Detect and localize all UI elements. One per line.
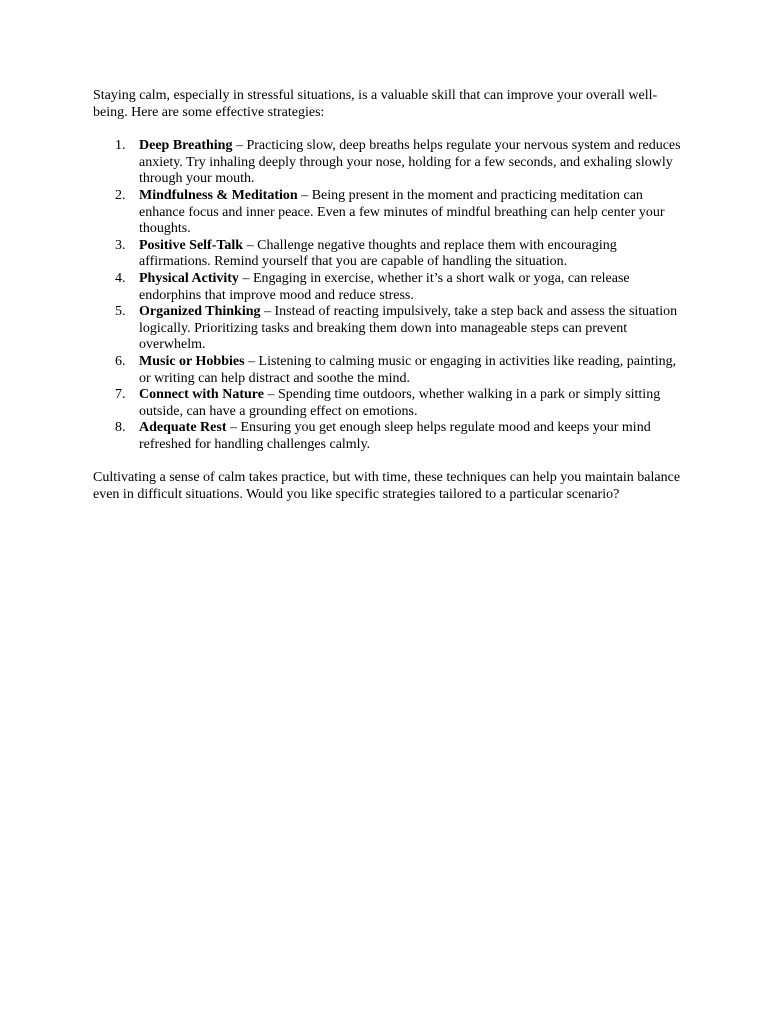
item-title: Organized Thinking [139,304,261,320]
item-text: – Engaging in exercise, whether it’s a short walk or yoga, can release endorphins that improve mood and reduce stress. [139,270,630,303]
list-number: 1. [115,138,126,154]
list-item [93,138,683,188]
list-item [93,420,683,453]
item-text: – Ensuring you get enough sleep helps regulate mood and keeps your mind refreshed for handling challenges calmly. [139,420,651,452]
strategies-list [93,138,683,453]
item-title: Deep Breathing [139,138,233,154]
list-number: 2. [115,187,126,203]
closing-paragraph: Cultivating a sense of calm takes practice, but with time, these techniques can help you maintain balance even in difficult situations. Would you like specific strategies tailored to a particular scenario? [93,470,681,503]
item-text: – Challenge negative thoughts and replace them with encouraging affirmations. Remind yourself that you are capable of handling the situation. [139,237,617,270]
item-title: Mindfulness & Meditation [139,187,298,203]
list-number: 6. [115,353,126,369]
list-item [93,238,683,271]
item-text: – Listening to calming music or engaging in activities like reading, painting, or writing can help distract and soothe the mind. [139,353,677,386]
list-number: 7. [115,387,126,403]
list-item [93,188,683,238]
list-item [93,304,683,354]
list-item [93,271,683,304]
item-text: – Spending time outdoors, whether walking in a park or simply sitting outside, can have a grounding effect on emotions. [139,387,661,419]
intro-paragraph: Staying calm, especially in stressful situations, is a valuable skill that can improve your overall well-being. Here are some effective strategies: [93,88,658,120]
item-title: Adequate Rest [139,420,227,436]
document-page [93,88,683,504]
item-text: – Instead of reacting impulsively, take a step back and assess the situation logically. Prioritizing tasks and breaking them down into manageable steps can prevent overwhelm. [139,304,678,353]
list-number: 8. [115,420,126,436]
item-text: – Being present in the moment and practicing meditation can enhance focus and inner peace. Even a few minutes of mindful breathing can help center your thoughts. [139,187,665,237]
item-text: – Practicing slow, deep breaths helps regulate your nervous system and reduces anxiety. Try inhaling deeply through your nose, holding for a few seconds, and exhaling slowly through your mouth. [139,138,681,187]
list-item [93,354,683,387]
list-item [93,387,683,420]
list-number: 3. [115,237,126,253]
list-number: 5. [115,304,126,320]
item-title: Physical Activity [139,270,239,286]
item-title: Positive Self-Talk [139,237,244,253]
list-number: 4. [115,270,126,286]
item-title: Music or Hobbies [139,353,245,369]
item-title: Connect with Nature [139,387,264,403]
